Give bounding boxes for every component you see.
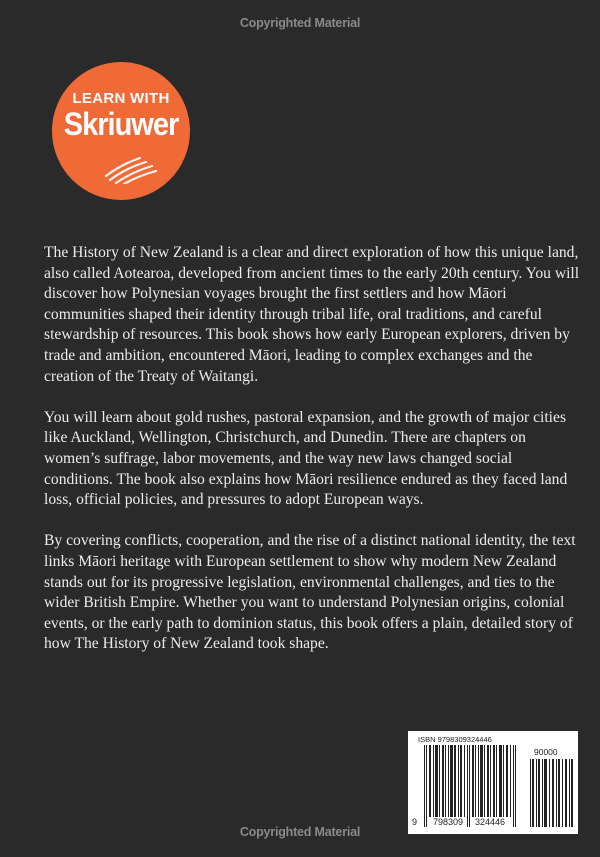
isbn-label: ISBN 9798309324446 (418, 735, 492, 744)
claw-marks-icon (100, 154, 160, 184)
logo-tagline: LEARN WITH (72, 90, 170, 107)
barcode-digits-right: 324446 (475, 817, 506, 827)
description-paragraph: The History of New Zealand is a clear and direct exploration of how this unique land, also called Aotearoa, developed from ancient times to the early 20th century. You will discover how Polynesian voyages brought the first settlers and how Māori communities shaped their identity through tribal life, oral traditions, and careful stewardship of resources. This book shows how early European explorers, driven by trade and ambition, encountered Māori, leading to complex exchanges and the creation of the Treaty of Waitangi. (44, 244, 580, 385)
addon-barcode-icon (530, 759, 574, 827)
barcode-digit-first: 9 (412, 817, 418, 827)
logo-brand-name: Skriuwer (63, 107, 179, 143)
description-paragraph: You will learn about gold rushes, pastoral expansion, and the growth of major cities like Auckland, Wellington, Christchurch, and Dunedin. There are chapters on women’s suffrage, labor movements, and the way new laws changed social conditions. The book also explains how Māori resilience endured as they faced land loss, official policies, and pressures to adopt European ways. (44, 408, 568, 509)
back-cover-description (44, 243, 584, 675)
description-paragraph: By covering conflicts, cooperation, and the rise of a distinct national identity, the text links Māori heritage with European settlement to show why modern New Zealand stands out for its progressive legislation, environmental challenges, and ties to the wider British Empire. Whether you want to understand Polynesian origins, colonial events, or the early path to dominion status, this book offers a plain, detailed story of how The History of New Zealand took shape. (44, 532, 576, 653)
price-code: 90000 (534, 747, 558, 757)
copyright-watermark-bottom: Copyrighted Material (239, 825, 361, 839)
barcode-bars-icon (424, 745, 518, 827)
isbn-barcode (408, 731, 578, 834)
barcode-digits-left: 798309 (433, 817, 464, 827)
publisher-logo (52, 62, 190, 200)
copyright-watermark-top: Copyrighted Material (239, 16, 361, 30)
